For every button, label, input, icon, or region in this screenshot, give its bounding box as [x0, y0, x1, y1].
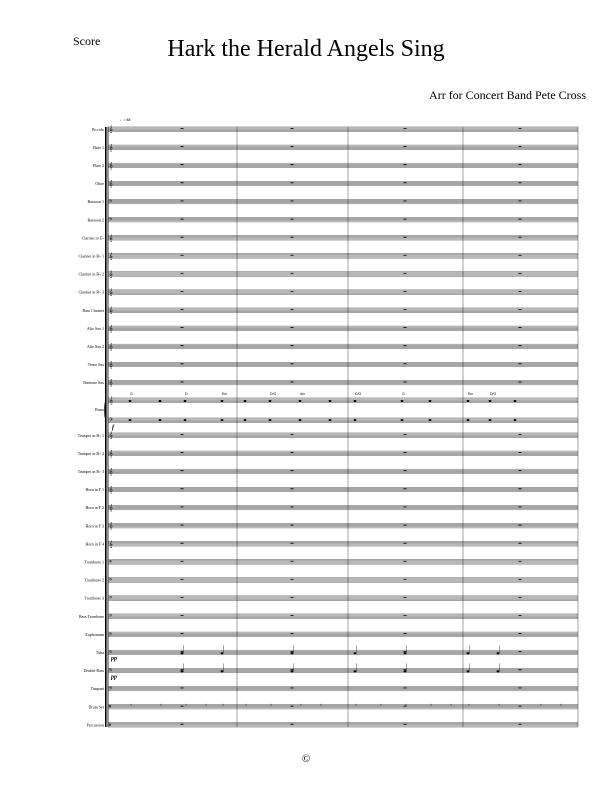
whole-rest [519, 255, 522, 256]
whole-rest [181, 291, 184, 292]
instrument-label: Percussion [86, 722, 104, 728]
whole-rest [291, 706, 294, 707]
note-head [129, 419, 132, 421]
note-head [429, 400, 432, 402]
whole-rest [404, 201, 407, 202]
whole-rest [291, 291, 294, 292]
whole-rest [404, 452, 407, 453]
whole-rest [404, 434, 407, 435]
whole-rest [404, 255, 407, 256]
drum-note: × [560, 702, 563, 707]
instrument-label: Horn in F 3 [85, 523, 104, 529]
clef-icon: 𝄞 [109, 540, 113, 548]
whole-rest [404, 561, 407, 562]
clef-icon: 𝄢 [109, 669, 113, 675]
whole-rest [291, 237, 294, 238]
note-head [329, 419, 332, 421]
page-title: Hark the Herald Angels Sing [167, 36, 445, 62]
drum-note: × [185, 702, 188, 707]
whole-rest [404, 363, 407, 364]
score-label: Score [73, 34, 101, 48]
clef-icon: 𝄞 [109, 126, 113, 134]
instrument-label: Bass Clarinet [82, 307, 104, 313]
whole-rest [181, 633, 184, 634]
whole-rest [519, 363, 522, 364]
note-head [291, 670, 294, 672]
whole-rest [291, 615, 294, 616]
tempo-marking: ♩= 88 [120, 118, 131, 122]
note-head [221, 400, 224, 402]
note-head [244, 400, 247, 402]
instrument-label: Trombone 3 [84, 595, 104, 601]
note-head [354, 652, 357, 654]
whole-rest [404, 345, 407, 346]
drum-note: × [222, 702, 225, 707]
note-head [354, 670, 357, 672]
clef-icon: 𝄢 [109, 560, 113, 566]
whole-rest [291, 182, 294, 183]
clef-icon: 𝄞 [109, 144, 113, 152]
clef-icon: 𝄥 [109, 721, 111, 729]
note-head [184, 419, 187, 421]
whole-rest [291, 146, 294, 147]
instrument-label: Horn in F 1 [85, 487, 104, 493]
clef-icon: 𝄞 [109, 271, 113, 278]
whole-rest [291, 579, 294, 580]
whole-rest [519, 273, 522, 274]
whole-rest [404, 309, 407, 310]
drum-note: × [160, 702, 163, 707]
instrument-label: Trumpet in B♭ 1 [77, 432, 104, 438]
whole-rest [181, 470, 184, 471]
whole-rest [291, 128, 294, 129]
whole-rest [519, 128, 522, 129]
whole-rest [181, 525, 184, 526]
note-head [489, 419, 492, 421]
instrument-label: Piano [94, 407, 104, 412]
clef-icon: 𝄞 [109, 343, 113, 351]
drum-note: × [450, 702, 453, 707]
whole-rest [404, 327, 407, 328]
clef-icon: 𝄞 [109, 162, 113, 170]
whole-rest [181, 561, 184, 562]
whole-rest [181, 615, 184, 616]
note-head [159, 400, 162, 402]
whole-rest [519, 182, 522, 183]
instrument-label: Flute 1 [92, 144, 104, 150]
note-head [181, 670, 184, 672]
whole-rest [291, 345, 294, 346]
drum-note: × [130, 702, 133, 707]
chord-symbol: G [402, 392, 405, 396]
instrument-label: Piccolo [92, 126, 104, 132]
whole-rest [404, 688, 407, 689]
clef-icon: 𝄥 [109, 703, 111, 711]
drum-note: × [430, 702, 433, 707]
clef-icon: 𝄞 [109, 504, 113, 512]
whole-rest [404, 237, 407, 238]
drum-note: × [355, 702, 358, 707]
drum-note: × [300, 702, 303, 707]
note-head [299, 419, 302, 421]
whole-rest [404, 724, 407, 725]
clef-icon: 𝄢 [109, 651, 113, 657]
whole-rest [404, 633, 407, 634]
whole-rest [181, 146, 184, 147]
instrument-label: Clarinet in E♭ [81, 235, 104, 241]
whole-rest [519, 669, 522, 670]
whole-rest [291, 561, 294, 562]
whole-rest [181, 507, 184, 508]
whole-rest [519, 488, 522, 489]
whole-rest [181, 273, 184, 274]
whole-rest [519, 164, 522, 165]
note-head [184, 400, 187, 402]
whole-rest [291, 273, 294, 274]
whole-rest [291, 597, 294, 598]
whole-rest [181, 237, 184, 238]
whole-rest [291, 327, 294, 328]
whole-rest [519, 724, 522, 725]
whole-rest [181, 724, 184, 725]
whole-rest [519, 561, 522, 562]
instrument-label: Trombone 1 [84, 559, 104, 565]
whole-rest [181, 597, 184, 598]
whole-rest [181, 363, 184, 364]
whole-rest [404, 579, 407, 580]
drum-note: × [380, 702, 383, 707]
note-head [354, 400, 357, 402]
whole-rest [404, 470, 407, 471]
whole-rest [291, 470, 294, 471]
instrument-label: Timpani [90, 686, 104, 692]
whole-rest [519, 706, 522, 707]
clef-icon: 𝄢 [109, 633, 113, 639]
chord-symbol: Am [300, 392, 306, 396]
instrument-label: Trumpet in B♭ 3 [77, 469, 104, 474]
clef-icon: 𝄞 [109, 252, 113, 260]
whole-rest [519, 327, 522, 328]
note-head [404, 670, 407, 672]
whole-rest [519, 309, 522, 310]
whole-rest [519, 651, 522, 652]
clef-icon: 𝄢 [109, 597, 113, 603]
whole-rest [181, 669, 184, 670]
whole-rest [291, 452, 294, 453]
clef-icon: 𝄢 [109, 218, 113, 224]
clef-icon: 𝄞 [109, 289, 113, 297]
instrument-label: Drum Set [88, 704, 104, 710]
whole-rest [519, 382, 522, 383]
whole-rest [291, 201, 294, 202]
whole-rest [404, 273, 407, 274]
system-bracket [105, 127, 107, 727]
chord-symbol: D [185, 392, 188, 396]
instrument-label: Clarinet in B♭ 1 [78, 253, 104, 259]
whole-rest [404, 382, 407, 383]
whole-rest [519, 146, 522, 147]
whole-rest [181, 706, 184, 707]
whole-rest [404, 597, 407, 598]
clef-icon: 𝄞 [109, 180, 113, 188]
instrument-label: Bassoon 1 [87, 199, 104, 205]
whole-rest [181, 579, 184, 580]
whole-rest [404, 651, 407, 652]
whole-rest [519, 543, 522, 544]
whole-rest [519, 237, 522, 238]
note-head [514, 400, 517, 402]
note-head [269, 419, 272, 421]
note-head [404, 652, 407, 654]
whole-rest [519, 452, 522, 453]
copyright: © [301, 753, 311, 765]
note-head [467, 652, 470, 654]
whole-rest [291, 688, 294, 689]
drum-note: × [270, 702, 273, 707]
clef-icon: 𝄞 [109, 450, 113, 458]
drum-note: × [468, 702, 471, 707]
instrument-label: Tuba [95, 650, 104, 655]
whole-rest [181, 382, 184, 383]
whole-rest [181, 309, 184, 310]
instrument-label: Clarinet in B♭ 3 [78, 289, 104, 295]
whole-rest [519, 345, 522, 346]
chord-symbol: Em [222, 392, 228, 396]
instrument-label: Clarinet in B♭ 2 [78, 271, 104, 277]
instrument-label: Trombone 2 [84, 577, 104, 583]
whole-rest [404, 219, 407, 220]
clef-icon: 𝄞 [109, 379, 113, 387]
whole-rest [519, 615, 522, 616]
instrument-label: Oboe [95, 181, 104, 187]
chord-symbol: D/G [270, 392, 277, 396]
whole-rest [291, 543, 294, 544]
clef-icon: 𝄞 [109, 522, 113, 530]
whole-rest [181, 434, 184, 435]
whole-rest [519, 597, 522, 598]
whole-rest [404, 128, 407, 129]
whole-rest [519, 507, 522, 508]
dynamic-marking: pp [111, 656, 117, 663]
note-head [401, 419, 404, 421]
clef-icon: 𝄢 [109, 200, 113, 206]
note-head [401, 400, 404, 402]
instrument-label: Euphonium [85, 631, 104, 637]
instrument-label: Trumpet in B♭ 2 [77, 450, 104, 456]
instrument-label: Baritone Sax [83, 380, 104, 386]
drum-note: × [405, 702, 408, 707]
whole-rest [291, 507, 294, 508]
clef-icon: 𝄢 [109, 615, 113, 621]
whole-rest [519, 434, 522, 435]
note-head [129, 400, 132, 402]
bass-clef: 𝄢 [109, 418, 113, 425]
whole-rest [291, 724, 294, 725]
whole-rest [181, 255, 184, 256]
whole-rest [404, 615, 407, 616]
clef-icon: 𝄞 [109, 234, 113, 242]
whole-rest [404, 182, 407, 183]
whole-rest [181, 688, 184, 689]
instrument-label: Flute 2 [92, 163, 104, 168]
whole-rest [181, 345, 184, 346]
clef-icon: 𝄞 [109, 468, 113, 476]
clef-icon: 𝄢 [109, 687, 113, 693]
clef-icon: 𝄞 [109, 325, 113, 333]
clef-icon: 𝄞 [109, 486, 113, 494]
note-head [354, 419, 357, 421]
note-head [497, 670, 500, 672]
note-head [467, 670, 470, 672]
whole-rest [291, 164, 294, 165]
note-head [514, 419, 517, 421]
whole-rest [181, 651, 184, 652]
note-head [291, 652, 294, 654]
whole-rest [404, 543, 407, 544]
whole-rest [519, 688, 522, 689]
chord-symbol: Em [468, 392, 474, 396]
arranger-credit: Arr for Concert Band Pete Cross [429, 88, 586, 102]
instrument-label: Tenor Sax [87, 362, 104, 368]
whole-rest [404, 525, 407, 526]
instrument-label: Horn in F 4 [85, 541, 104, 547]
note-head [497, 652, 500, 654]
whole-rest [181, 128, 184, 129]
whole-rest [181, 452, 184, 453]
whole-rest [291, 525, 294, 526]
note-head [181, 652, 184, 654]
whole-rest [181, 327, 184, 328]
whole-rest [291, 488, 294, 489]
whole-rest [519, 219, 522, 220]
dynamic-marking: f [112, 425, 114, 431]
drum-note: × [245, 702, 248, 707]
note-head [329, 400, 332, 402]
whole-rest [291, 633, 294, 634]
instrument-label: Double Bass [83, 668, 104, 674]
whole-rest [291, 363, 294, 364]
whole-rest [181, 488, 184, 489]
whole-rest [404, 669, 407, 670]
whole-rest [291, 309, 294, 310]
whole-rest [291, 651, 294, 652]
note-head [221, 652, 224, 654]
instrument-label: Alto Sax 1 [86, 325, 104, 331]
note-head [159, 419, 162, 421]
instrument-label: Alto Sax 2 [86, 344, 104, 349]
whole-rest [181, 543, 184, 544]
clef-icon: 𝄞 [109, 307, 113, 315]
note-head [221, 419, 224, 421]
note-head [467, 419, 470, 421]
instrument-label: Bass Trombone [78, 613, 104, 619]
clef-icon: 𝄞 [109, 361, 113, 369]
note-head [244, 419, 247, 421]
whole-rest [404, 146, 407, 147]
treble-clef: 𝄞 [109, 396, 114, 405]
drum-note: × [205, 702, 208, 707]
instrument-label: Bassoon 2 [87, 217, 104, 223]
note-head [269, 400, 272, 402]
whole-rest [519, 470, 522, 471]
whole-rest [291, 434, 294, 435]
clef-icon: 𝄞 [109, 432, 113, 440]
whole-rest [291, 382, 294, 383]
note-head [221, 670, 224, 672]
whole-rest [519, 579, 522, 580]
note-head [467, 400, 470, 402]
drum-note: × [540, 702, 543, 707]
drum-note: × [498, 702, 501, 707]
whole-rest [519, 633, 522, 634]
clef-icon: 𝄢 [109, 579, 113, 584]
instrument-label: Horn in F 2 [85, 505, 104, 511]
drum-note: × [320, 702, 323, 707]
note-head [429, 419, 432, 421]
whole-rest [181, 201, 184, 202]
whole-rest [291, 219, 294, 220]
whole-rest [404, 507, 407, 508]
whole-rest [404, 164, 407, 165]
chord-symbol: C/G [355, 392, 362, 396]
whole-rest [519, 201, 522, 202]
chord-symbol: D/G [490, 392, 497, 396]
whole-rest [404, 291, 407, 292]
note-head [299, 400, 302, 402]
whole-rest [404, 488, 407, 489]
whole-rest [519, 291, 522, 292]
note-head [489, 400, 492, 402]
dynamic-marking: pp [111, 674, 117, 681]
whole-rest [291, 255, 294, 256]
whole-rest [181, 164, 184, 165]
whole-rest [181, 219, 184, 220]
chord-symbol: G [130, 392, 133, 396]
whole-rest [181, 182, 184, 183]
whole-rest [291, 669, 294, 670]
whole-rest [519, 525, 522, 526]
